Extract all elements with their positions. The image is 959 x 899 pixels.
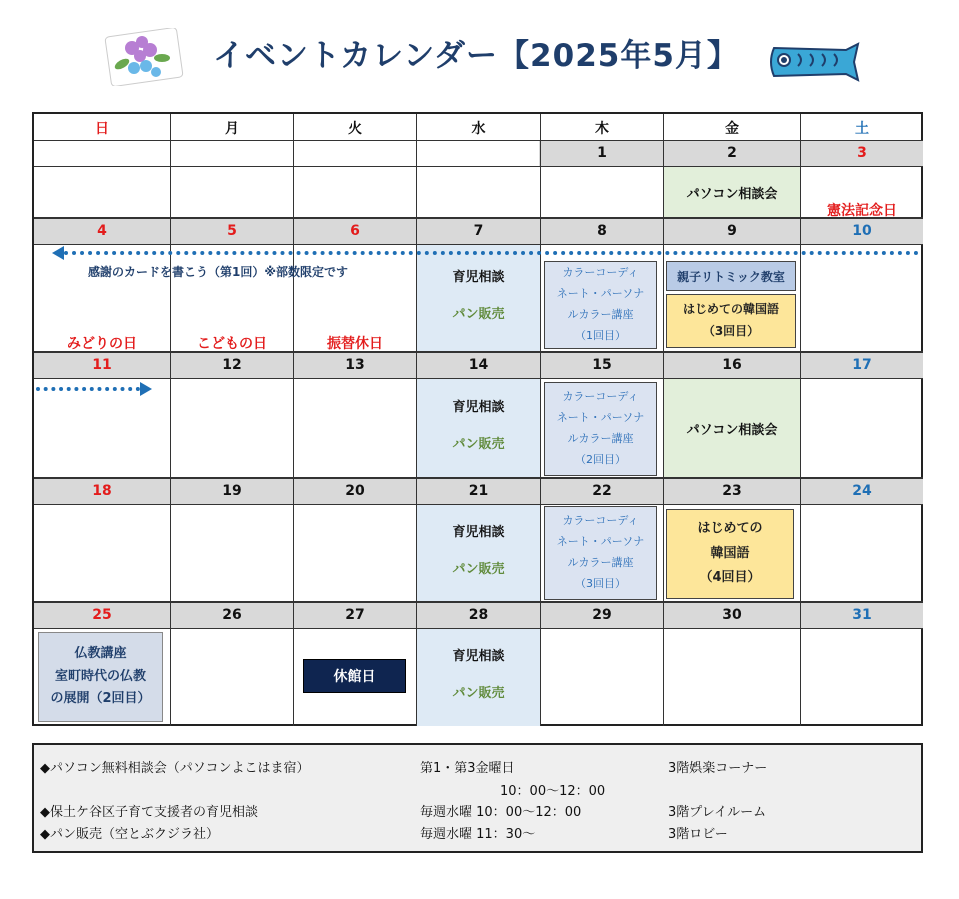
date-7: 7 (473, 223, 484, 239)
date-28: 28 (468, 607, 489, 623)
event-childcare-consult: 育児相談 (452, 270, 505, 285)
date-15: 15 (592, 357, 612, 373)
event-span-line (36, 387, 140, 391)
event-session: （1回目） (575, 328, 626, 342)
date-8: 8 (597, 223, 607, 239)
event-color-course (544, 261, 657, 349)
date-26: 26 (222, 607, 242, 623)
date-29: 29 (592, 607, 612, 623)
event-color-course (544, 382, 657, 476)
event-childcare-consult: 育児相談 (452, 400, 505, 415)
event-korean (666, 294, 796, 348)
date-10: 10 (852, 223, 872, 239)
event-bread-sale: パン販売 (452, 437, 505, 452)
event-session: （4回目） (699, 570, 761, 586)
date-2: 2 (727, 145, 737, 161)
event-childcare-consult: 育児相談 (452, 525, 505, 540)
date-6: 6 (350, 223, 360, 239)
event-label: ルカラー講座 (567, 432, 634, 445)
event-pc-consult (664, 167, 800, 217)
weekday-sat: 土 (855, 121, 869, 137)
date-16: 16 (722, 357, 742, 373)
weekday-wed: 水 (471, 121, 486, 137)
arrow-left-icon (52, 246, 64, 260)
date-24: 24 (852, 483, 872, 499)
date-31: 31 (852, 607, 872, 623)
date-27: 27 (345, 607, 365, 623)
event-label: パソコン相談会 (686, 186, 778, 202)
event-color-course (544, 506, 657, 600)
holiday-label: 憲法記念日 (827, 203, 897, 219)
event-label: の展開（2回目） (50, 691, 151, 707)
calendar-grid (32, 112, 923, 726)
event-label: ルカラー講座 (567, 308, 634, 321)
info-event-time: 10：00～12：00 (500, 784, 606, 799)
weekday-sun: 日 (95, 121, 109, 137)
info-event-location: 3階ロビー (668, 827, 728, 842)
info-event-name: ◆パソコン無料相談会（パソコンよこはま宿） (40, 761, 310, 776)
event-label: ルカラー講座 (567, 556, 634, 569)
date-5: 5 (227, 223, 237, 239)
event-label: ネート・パーソナ (556, 287, 645, 301)
koinobori-carp-streamer-icon (768, 40, 860, 85)
date-21: 21 (468, 483, 489, 499)
event-label: 室町時代の仏教 (54, 668, 146, 684)
info-event-name: ◆パン販売（空とぶクジラ社） (40, 827, 219, 842)
closed-day-badge (303, 659, 406, 693)
event-label: 休館日 (333, 669, 376, 685)
event-korean (666, 509, 794, 599)
date-30: 30 (722, 607, 742, 623)
info-event-location: 3階娯楽コーナー (668, 761, 768, 776)
info-event-schedule: 毎週水曜 11：30～ (420, 827, 536, 842)
date-4: 4 (97, 223, 107, 239)
event-bread-sale: パン販売 (452, 562, 505, 577)
date-22: 22 (592, 483, 612, 499)
event-session: （3回目） (702, 324, 760, 338)
event-label: ネート・パーソナ (556, 535, 645, 549)
date-25: 25 (92, 607, 112, 623)
date-13: 13 (345, 357, 365, 373)
event-info-box (32, 743, 923, 853)
date-11: 11 (92, 357, 112, 373)
event-label: はじめての韓国語 (682, 302, 779, 317)
date-9: 9 (727, 223, 737, 239)
event-card-writing: 感謝のカードを書こう（第1回）※部数限定です (88, 265, 349, 279)
date-18: 18 (92, 483, 112, 499)
date-14: 14 (468, 357, 489, 373)
event-label: 親子リトミック教室 (677, 269, 785, 284)
event-pc-consult (664, 379, 800, 477)
event-session: （2回目） (575, 452, 626, 466)
event-label: パソコン相談会 (686, 422, 778, 438)
weekday-mon: 月 (225, 121, 239, 137)
weekday-tue: 火 (348, 121, 362, 137)
page-title: イベントカレンダー【2025年5月】 (213, 38, 739, 74)
event-childcare-consult: 育児相談 (452, 649, 505, 664)
event-session: （3回目） (575, 576, 626, 590)
arrow-right-icon (140, 382, 152, 396)
date-12: 12 (222, 357, 242, 373)
date-1: 1 (597, 145, 607, 161)
date-3: 3 (857, 145, 867, 161)
event-label: 韓国語 (710, 545, 750, 561)
event-label: カラーコーディ (562, 266, 639, 280)
info-event-name: ◆保土ケ谷区子育て支援者の育児相談 (40, 805, 258, 820)
info-event-location: 3階プレイルーム (668, 805, 767, 820)
event-label: 仏教講座 (74, 645, 127, 661)
event-label: カラーコーディ (562, 514, 639, 528)
info-event-schedule: 毎週水曜 10：00～12：00 (420, 805, 582, 820)
event-label: はじめての (697, 520, 763, 536)
holiday-label: こどもの日 (197, 336, 267, 352)
event-span-line (64, 251, 919, 255)
event-label: カラーコーディ (562, 390, 639, 404)
event-bread-sale: パン販売 (452, 686, 505, 701)
weekday-fri: 金 (725, 121, 739, 137)
date-23: 23 (722, 483, 742, 499)
hydrangea-flower-icon (104, 28, 184, 86)
date-20: 20 (345, 483, 365, 499)
event-rhythmic (666, 261, 796, 291)
weekday-thu: 木 (595, 121, 609, 137)
date-17: 17 (852, 357, 872, 373)
event-buddhism-lecture (38, 632, 163, 722)
holiday-label: 振替休日 (327, 336, 383, 352)
info-event-schedule: 第1・第3金曜日 (420, 761, 515, 776)
event-bread-sale: パン販売 (452, 307, 505, 322)
holiday-label: みどりの日 (67, 336, 137, 352)
event-label: ネート・パーソナ (556, 411, 645, 425)
date-19: 19 (222, 483, 242, 499)
